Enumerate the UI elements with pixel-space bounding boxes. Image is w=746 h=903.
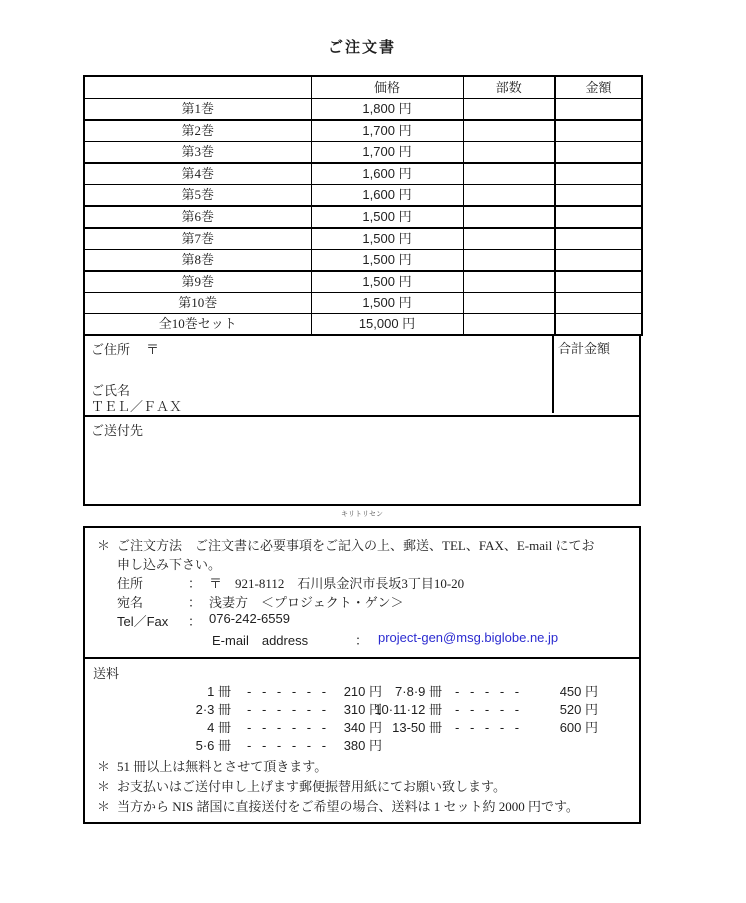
volume-label: 第1巻 [84, 99, 311, 121]
qty-cell [463, 142, 555, 164]
table-row [84, 163, 642, 185]
qty-cell [463, 163, 555, 185]
header-amount: 金額 [555, 76, 642, 99]
volume-label: 第9巻 [84, 271, 311, 293]
volume-label: 全10巻セット [84, 314, 311, 336]
colon: ： [355, 633, 369, 648]
volume-label: 第3巻 [84, 142, 311, 164]
price-value: 1,600 円 [311, 163, 463, 185]
volume-label: 第2巻 [84, 120, 311, 142]
fee-dashes: ‐ ‐ ‐ ‐ ‐ ‐ [247, 720, 327, 735]
amount-cell [555, 163, 642, 185]
price-value: 1,600 円 [311, 185, 463, 207]
amount-cell [555, 314, 642, 336]
colon: ： [188, 614, 202, 629]
page-title: ご注文書 [327, 40, 396, 56]
customer-info-box [83, 336, 641, 417]
qty-cell [463, 314, 555, 336]
qty-cell [463, 271, 555, 293]
qty-cell [463, 206, 555, 228]
header-item [84, 76, 311, 99]
postal-mark: 〒 [146, 342, 160, 357]
table-row [84, 120, 642, 142]
fee-row [85, 701, 639, 719]
fee-qty: 13‐50 冊 [392, 720, 442, 735]
volume-label: 第5巻 [84, 185, 311, 207]
colon: ： [188, 576, 202, 591]
header-qty: 部数 [463, 76, 555, 99]
amount-cell [555, 120, 642, 142]
contact-address-value: 〒 921-8112 石川県金沢市長坂3丁目10‐20 [209, 576, 465, 591]
qty-cell [463, 185, 555, 207]
volume-label: 第10巻 [84, 293, 311, 314]
table-row [84, 142, 642, 164]
fee-qty: 10·11·12 冊 [374, 702, 442, 717]
price-value: 1,500 円 [311, 228, 463, 250]
amount-cell [555, 271, 642, 293]
price-value: 1,800 円 [311, 99, 463, 121]
price-value: 1,500 円 [311, 293, 463, 314]
contact-telfax-line [85, 611, 639, 630]
fee-qty: 2·3 冊 [195, 702, 231, 717]
contact-label: E‐mail address [212, 633, 309, 648]
asterisk-marker: ＊ [97, 759, 111, 774]
instruction-line [85, 554, 639, 573]
volume-label: 第4巻 [84, 163, 311, 185]
shipping-note [85, 756, 639, 775]
contact-telfax-value: 076‐242‐6559 [209, 611, 290, 626]
instruction-text: 申し込み下さい。 [117, 557, 222, 572]
fee-dashes: ‐ ‐ ‐ ‐ ‐ ‐ [247, 702, 327, 717]
cut-line-gap [83, 506, 641, 526]
fee-dashes: ‐ ‐ ‐ ‐ ‐ ‐ [247, 738, 327, 753]
contact-email-line [85, 630, 639, 649]
price-value: 1,700 円 [311, 142, 463, 164]
contact-addressee-value: 浅妻方 ＜プロジェクト・ゲン＞ [209, 595, 404, 610]
fee-dashes: ‐ ‐ ‐ ‐ ‐ [455, 702, 520, 717]
fee-dashes: ‐ ‐ ‐ ‐ ‐ [455, 684, 520, 699]
fee-qty: 5·6 冊 [195, 738, 231, 753]
fee-row [85, 737, 639, 755]
contact-label: 宛名 [117, 595, 144, 610]
shipto-label: ご送付先 [91, 423, 144, 438]
instruction-text: ご注文方法 ご注文書に必要事項をご記入の上、郵送、TEL、FAX、E‐mail にてお [117, 538, 595, 553]
fee-dashes: ‐ ‐ ‐ ‐ ‐ ‐ [247, 684, 327, 699]
qty-cell [463, 120, 555, 142]
shipping-note-text: 当方から NIS 諸国に直接送付をご希望の場合、送料は 1 セット約 2000 円です。 [117, 799, 579, 814]
table-row [84, 185, 642, 207]
qty-cell [463, 293, 555, 314]
price-value: 15,000 円 [311, 314, 463, 336]
amount-cell [555, 228, 642, 250]
telfax-field-label: ＴＥＬ／ＦＡＸ [91, 399, 183, 414]
volume-label: 第7巻 [84, 228, 311, 250]
asterisk-marker: ＊ [97, 799, 111, 814]
fee-row [85, 683, 639, 701]
amount-cell [555, 206, 642, 228]
fee-qty: 7·8·9 冊 [395, 684, 442, 699]
volume-label: 第6巻 [84, 206, 311, 228]
qty-cell [463, 228, 555, 250]
shipping-note-text: お支払いはご送付申し上げます郵便振替用紙にてお願い致します。 [117, 779, 506, 794]
shipping-note [85, 776, 639, 795]
header-price: 価格 [311, 76, 463, 99]
asterisk-marker: ＊ [97, 538, 111, 553]
fee-qty: 4 冊 [207, 720, 231, 735]
order-table [83, 75, 643, 336]
price-value: 1,700 円 [311, 120, 463, 142]
instruction-line [85, 535, 639, 554]
qty-cell [463, 99, 555, 121]
shipping-note [85, 796, 639, 815]
table-row [84, 99, 642, 121]
shipping-fee-title: 送料 [93, 666, 120, 681]
amount-cell [555, 99, 642, 121]
fee-price: 340 円 [343, 720, 382, 735]
order-form-document [83, 75, 641, 824]
instructions-box [83, 526, 641, 659]
table-row [84, 314, 642, 336]
colon: ： [188, 595, 202, 610]
fee-price: 380 円 [343, 738, 382, 753]
table-header-row [84, 76, 642, 99]
fee-price: 310 円 [343, 702, 382, 717]
price-value: 1,500 円 [311, 250, 463, 272]
shipping-note-text: 51 冊以上は無料とさせて頂きます。 [117, 759, 328, 774]
table-row [84, 250, 642, 272]
contact-addressee-line [85, 592, 639, 611]
fee-price: 210 円 [343, 684, 382, 699]
amount-cell [555, 293, 642, 314]
fee-price: 520 円 [559, 702, 598, 717]
address-field-label [91, 339, 159, 358]
price-value: 1,500 円 [311, 271, 463, 293]
asterisk-marker: ＊ [97, 779, 111, 794]
fee-qty: 1 冊 [207, 684, 231, 699]
fee-price: 600 円 [559, 720, 598, 735]
total-amount-cell [552, 336, 639, 413]
price-value: 1,500 円 [311, 206, 463, 228]
amount-cell [555, 185, 642, 207]
contact-label: 住所 [117, 576, 144, 591]
name-field-label: ご氏名 [91, 383, 131, 398]
contact-label: Tel／Fax [117, 614, 169, 629]
shipto-box [83, 417, 641, 506]
fee-price: 450 円 [559, 684, 598, 699]
amount-cell [555, 142, 642, 164]
fee-row [85, 719, 639, 737]
fee-dashes: ‐ ‐ ‐ ‐ ‐ [455, 720, 520, 735]
qty-cell [463, 250, 555, 272]
table-row [84, 271, 642, 293]
total-amount-label: 合計金額 [558, 341, 611, 356]
amount-cell [555, 250, 642, 272]
address-label: ご住所 [91, 342, 131, 357]
email-link[interactable]: project‐gen@msg.biglobe.ne.jp [378, 630, 559, 645]
table-row [84, 228, 642, 250]
cut-line-label: キリトリセン [341, 510, 383, 518]
volume-label: 第8巻 [84, 250, 311, 272]
shipping-fee-box [83, 659, 641, 824]
table-row [84, 293, 642, 314]
table-row [84, 206, 642, 228]
contact-address-line [85, 573, 639, 592]
